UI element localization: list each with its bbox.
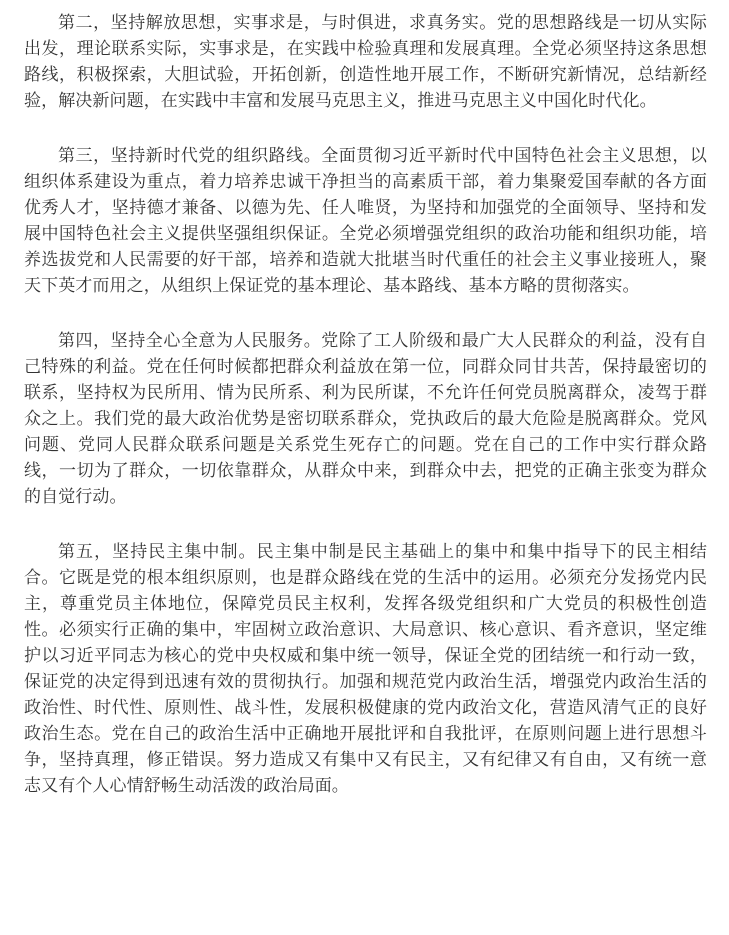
paragraph-fifth-principle: 第五，坚持民主集中制。民主集中制是民主基础上的集中和集中指导下的民主相结合。它既是党的根本组织原则，也是群众路线在党的生活中的运用。必须充分发扬党内民主，尊重党员主体地位，保障党员民主权利，发挥各级党组织和广大党员的积极性创造性。必须实行正确的集中，牢固树立政治意识、大局意识、核心意识、看齐意识，坚定维护以习近平同志为核心的党中央权威和集中统一领导，保证全党的团结统一和行动一致，保证党的决定得到迅速有效的贯彻执行。加强和规范党内政治生活，增强党内政治生活的政治性、时代性、原则性、战斗性，发展积极健康的党内政治文化，营造风清气正的良好政治生态。党在自己的政治生活中正确地开展批评和自我批评，在原则问题上进行思想斗争，坚持真理，修正错误。努力造成又有集中又有民主，又有纪律又有自由，又有统一意志又有个人心情舒畅生动活泼的政治局面。 bbox=[24, 542, 707, 796]
document-body bbox=[24, 10, 707, 828]
paragraph-fourth-principle: 第四，坚持全心全意为人民服务。党除了工人阶级和最广大人民群众的利益，没有自己特殊的利益。党在任何时候都把群众利益放在第一位，同群众同甘共苦，保持最密切的联系，坚持权为民所用、情为民所系、利为民所谋，不允许任何党员脱离群众，凌驾于群众之上。我们党的最大政治优势是密切联系群众，党执政后的最大危险是脱离群众。党风问题、党同人民群众联系问题是关系党生死存亡的问题。党在自己的工作中实行群众路线，一切为了群众，一切依靠群众，从群众中来，到群众中去，把党的正确主张变为群众的自觉行动。 bbox=[24, 331, 707, 507]
paragraph-second-principle: 第二，坚持解放思想，实事求是，与时俱进，求真务实。党的思想路线是一切从实际出发，理论联系实际，实事求是，在实践中检验真理和发展真理。全党必须坚持这条思想路线，积极探索，大胆试验，开拓创新，创造性地开展工作，不断研究新情况，总结新经验，解决新问题，在实践中丰富和发展马克思主义，推进马克思主义中国化时代化。 bbox=[24, 13, 707, 111]
paragraph-third-principle: 第三，坚持新时代党的组织路线。全面贯彻习近平新时代中国特色社会主义思想，以组织体系建设为重点，着力培养忠诚干净担当的高素质干部，着力集聚爱国奉献的各方面优秀人才，坚持德才兼备、以德为先、任人唯贤，为坚持和加强党的全面领导、坚持和发展中国特色社会主义提供坚强组织保证。全党必须增强党组织的政治功能和组织功能，培养选拔党和人民需要的好干部，培养和造就大批堪当时代重任的社会主义事业接班人，聚天下英才而用之，从组织上保证党的基本理论、基本路线、基本方略的贯彻落实。 bbox=[24, 146, 707, 296]
